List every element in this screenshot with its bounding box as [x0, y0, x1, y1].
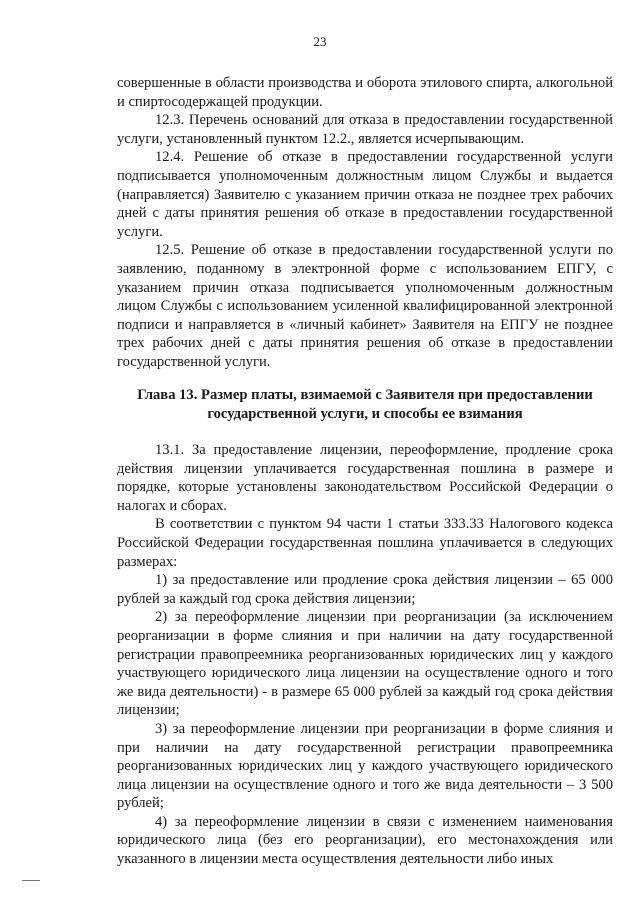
page-number: 23	[313, 34, 327, 49]
paragraph-13-1: 13.1. За предоставление лицензии, переоформление, продление срока действия лицензии уплачивается государственная пошлина в размере и порядке, которые установлены законодательством Российской Федерации о налогах и сборах.	[117, 442, 613, 514]
list-item-1: 1) за предоставление или продление срока действия лицензии – 65 000 рублей за каждый год срока действия лицензии;	[117, 572, 613, 607]
paragraph-tax-code: В соответствии с пунктом 94 части 1 статьи 333.33 Налогового кодекса Российской Федерации государственная пошлина уплачивается в следующих размерах:	[117, 516, 613, 570]
chapter-heading: Глава 13. Размер платы, взимаемой с Заявителя при предоставлении государственной услуги, и способы ее взимания	[137, 387, 593, 422]
paragraph-12-3: 12.3. Перечень оснований для отказа в предоставлении государственной услуги, установленный пунктом 12.2., является исчерпывающим.	[117, 112, 613, 147]
list-item-2: 2) за переоформление лицензии при реорганизации (за исключением реорганизации в форме слияния и при наличии на дату государственной регистрации правопреемника реорганизованных юридических лиц у каждого участвующего юридического лица лицензии на осуществление одного и того же вида деятельности) - в размере 65 000 рублей за каждый год срока действия лицензии;	[117, 609, 613, 719]
section-1	[117, 74, 613, 372]
paragraph-12-4: 12.4. Решение об отказе в предоставлении государственной услуги подписывается уполномоченным должностным лицом Службы и выдается (направляется) Заявителю с указанием причин отказа не позднее трех рабочих дней с даты принятия решения об отказе в предоставлении государственной услуги.	[117, 149, 613, 240]
section-2	[117, 441, 613, 869]
paragraph-continuation: совершенные в области производства и оборота этилового спирта, алкогольной и спиртосодержащей продукции.	[117, 75, 613, 110]
paragraph-12-5: 12.5. Решение об отказе в предоставлении государственной услуги по заявлению, поданному в электронной форме с использованием ЕПГУ, с указанием причин отказа подписывается уполномоченным должностным лицом Службы с использованием усиленной квалифицированной электронной подписи и направляется в «личный кабинет» Заявителя на ЕПГУ не позднее трех рабочих дней с даты принятия решения об отказе в предоставлении государственной услуги.	[117, 242, 613, 370]
footer-rule	[22, 880, 40, 881]
list-item-3: 3) за переоформление лицензии при реорганизации в форме слияния и при наличии на дату государственной регистрации правопреемника реорганизованных юридических лиц у каждого участвующего юридического лица лицензии на осуществление одного и того же вида деятельности – 3 500 рублей;	[117, 720, 613, 812]
list-item-4: 4) за переоформление лицензии в связи с изменением наименования юридического лица (без его реорганизации), его местонахождения или указанного в лицензии места осуществления деятельности либо иных	[117, 813, 613, 868]
